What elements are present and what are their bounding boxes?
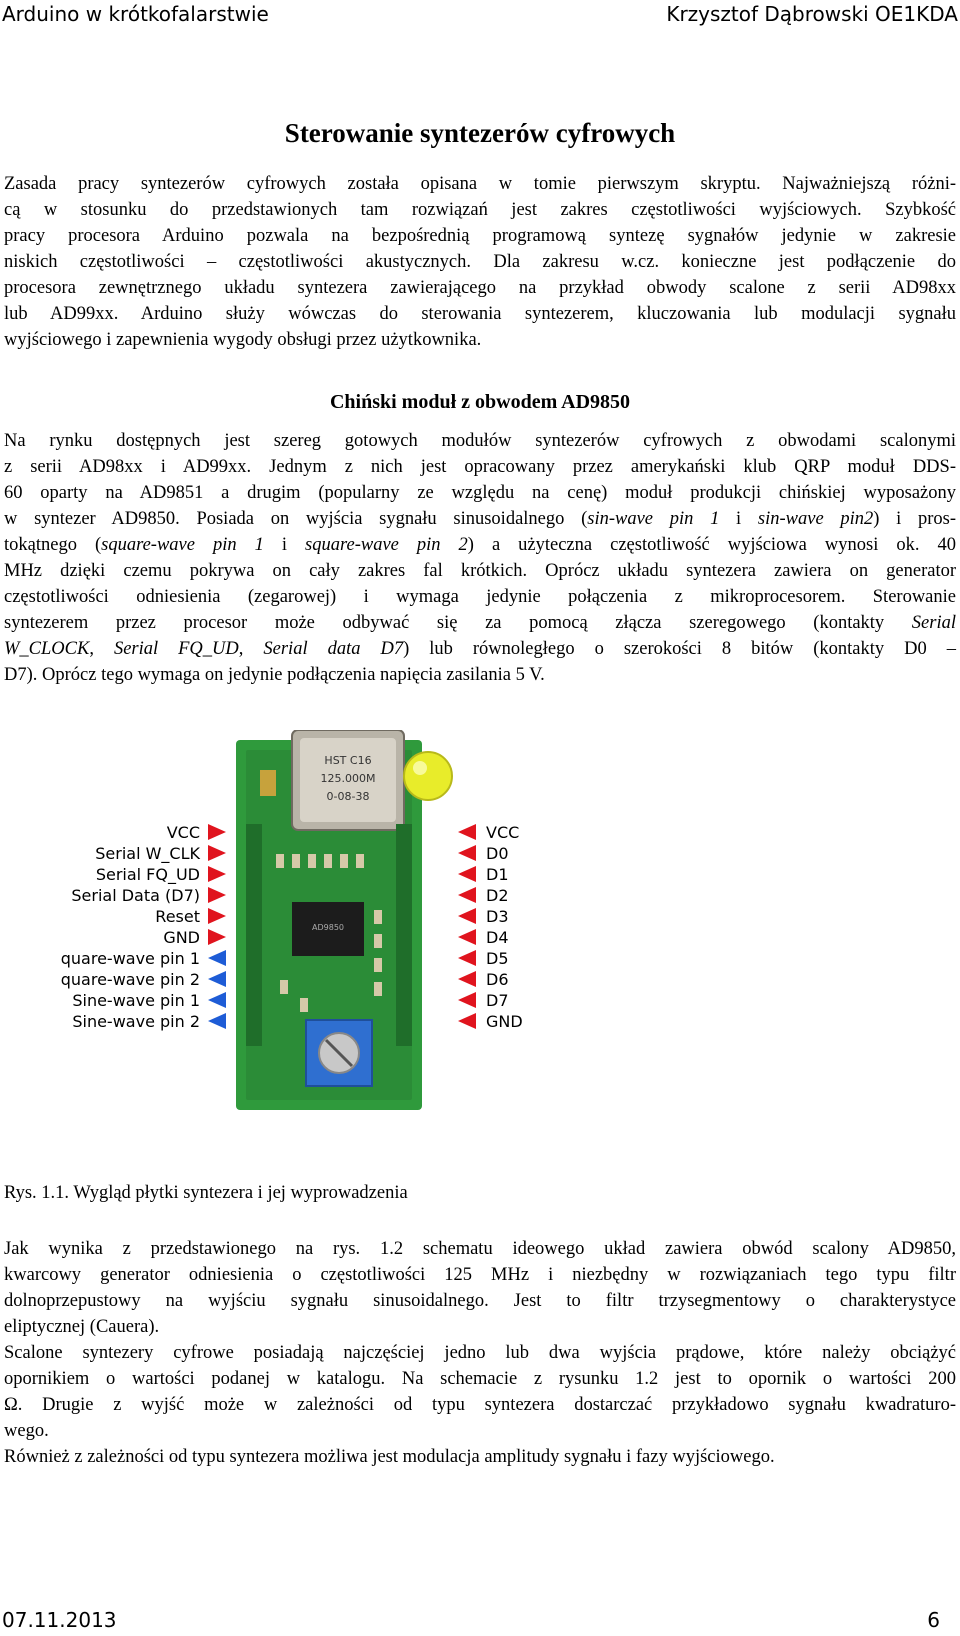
pin-label-right: D3 xyxy=(486,907,509,926)
module-figure xyxy=(60,730,560,1160)
text: ) a użyteczna częstotliwość wyjściowa wynosi ok. 40 xyxy=(467,535,956,555)
italic-term: square-wave pin 2 xyxy=(305,535,468,555)
module-line: 60 oparty na AD9851 a drugim (popularny ze względu na cenę) moduł produkcji chińskiej wyposażony xyxy=(4,483,956,503)
blue-arrow-icon xyxy=(208,992,226,1008)
capacitor-icon xyxy=(260,770,276,796)
italic-term: Serial data D7 xyxy=(263,639,404,659)
figure-caption: Rys. 1.1. Wygląd płytki syntezera i jej wyprowadzenia xyxy=(4,1183,408,1203)
pin-label-left: GND xyxy=(163,928,200,947)
pin-label-left: Serial Data (D7) xyxy=(71,886,200,905)
pin-label-left: Square-wave pin 2 xyxy=(60,970,200,989)
pin-label-right: D4 xyxy=(486,928,509,947)
italic-term: Serial FQ_UD xyxy=(113,639,239,659)
intro-line: wyjściowego i zapewnienia wygody obsługi przez użytkownika. xyxy=(4,330,482,350)
pin-label-left: Reset xyxy=(155,907,200,926)
after-line: eliptycznej (Cauera). xyxy=(4,1317,160,1337)
crystal-oscillator-icon xyxy=(292,730,404,830)
ad9850-chip-icon xyxy=(292,902,364,956)
crystal-text: 0-08-38 xyxy=(326,790,370,803)
potentiometer-icon xyxy=(306,1020,372,1086)
led-icon xyxy=(404,752,452,800)
red-arrow-icon xyxy=(458,887,476,903)
after-line: Jak wynika z przedstawionego na rys. 1.2 schematu ideowego układ zawiera obwód scalony AD9850, xyxy=(4,1239,956,1259)
red-arrow-icon xyxy=(208,824,226,840)
pin-header-right xyxy=(396,824,412,1046)
module-line: D7). Oprócz tego wymaga on jedynie podłączenia napięcia zasilania 5 V. xyxy=(4,665,545,685)
after-line: dolnoprzepustowy na wyjściu sygnału sinusoidalnego. Jest to filtr trzysegmentowy o charakterystyce xyxy=(4,1291,956,1311)
pin-label-right: VCC xyxy=(486,823,520,842)
red-arrow-icon xyxy=(208,845,226,861)
intro-line: pracy procesora Arduino pozwala na bezpośrednią programową syntezę sygnałów jedynie w zakresie xyxy=(4,226,956,246)
red-arrow-icon xyxy=(208,887,226,903)
red-arrow-icon xyxy=(458,992,476,1008)
intro-line: Zasada pracy syntezerów cyfrowych została opisana w tomie pierwszym skryptu. Najważniejszą różni- xyxy=(4,174,956,194)
pin-label-right: D5 xyxy=(486,949,509,968)
pin-header-left xyxy=(246,824,262,1046)
red-arrow-icon xyxy=(458,929,476,945)
left-pin-arrows xyxy=(208,824,226,1029)
module-line: Na rynku dostępnych jest szereg gotowych modułów syntezerów cyfrowych z obwodami scalonymi xyxy=(4,431,956,451)
module-line xyxy=(4,636,956,662)
pin-label-right: D0 xyxy=(486,844,509,863)
header-doc-title: Arduino w krótkofalarstwie xyxy=(2,2,269,26)
after-line: wego. xyxy=(4,1421,49,1441)
italic-term: sin-wave pin2 xyxy=(757,509,874,529)
module-line: MHz dzięki czemu pokrywa on cały zakres fal krótkich. Oprócz układu syntezera zawiera on generator xyxy=(4,561,956,581)
intro-line: procesora zewnętrznego układu syntezera zawierającego na przykład obwody scalone z serii AD98xx xyxy=(4,278,956,298)
red-arrow-icon xyxy=(208,929,226,945)
footer-page-number: 6 xyxy=(927,1608,940,1632)
left-pin-labels xyxy=(60,823,201,1031)
text: , xyxy=(89,639,114,659)
red-arrow-icon xyxy=(458,866,476,882)
module-line xyxy=(4,610,956,636)
after-line: Również z zależności od typu syntezera możliwa jest modulacja amplitudy sygnału i fazy wyjściowego. xyxy=(4,1447,775,1467)
module-paragraph xyxy=(4,428,956,688)
blue-arrow-icon xyxy=(208,1013,226,1029)
right-pin-labels xyxy=(486,823,523,1031)
pin-label-left: Square-wave pin 1 xyxy=(60,949,200,968)
text: syntezerem przez procesor może odbywać się za pomocą złącza szeregowego (kontakty xyxy=(4,613,912,633)
footer-date: 07.11.2013 xyxy=(2,1608,117,1632)
pin-label-left: VCC xyxy=(166,823,200,842)
section-heading: Chiński moduł z obwodem AD9850 xyxy=(329,391,631,413)
pin-label-right: D1 xyxy=(486,865,509,884)
board-illustration xyxy=(60,730,560,1160)
page-title: Sterowanie syntezerów cyfrowych xyxy=(284,118,676,148)
red-arrow-icon xyxy=(208,908,226,924)
italic-term: Serial xyxy=(911,613,956,633)
red-arrow-icon xyxy=(458,1013,476,1029)
text: ) i pros- xyxy=(873,509,957,529)
text: , xyxy=(238,639,264,659)
text: i xyxy=(263,535,306,555)
module-line: z serii AD98xx i AD99xx. Jednym z nich jest opracowany przez amerykański klub QRP moduł DDS- xyxy=(4,457,956,477)
intro-line: cą w stosunku do przedstawionych tam rozwiązań jest zakres częstotliwości wyjściowych. Szybkość xyxy=(4,200,956,220)
svg-text:AD9850: AD9850 xyxy=(312,923,344,932)
pin-label-right: GND xyxy=(486,1012,523,1031)
crystal-text: 125.000M xyxy=(320,772,376,785)
pin-label-left: Sine-wave pin 2 xyxy=(72,1012,200,1031)
module-line: częstotliwości odniesienia (zegarowej) i wymaga jedynie połączenia z mikroprocesorem. Sterowanie xyxy=(4,587,956,607)
text: ) lub równoległego o szerokości 8 bitów (kontakty D0 – xyxy=(403,639,957,659)
header-author: Krzysztof Dąbrowski OE1KDA xyxy=(666,2,958,26)
italic-term: sin-wave pin 1 xyxy=(587,509,720,529)
text: tokątnego ( xyxy=(4,535,102,555)
pin-label-right: D7 xyxy=(486,991,509,1010)
red-arrow-icon xyxy=(458,908,476,924)
red-arrow-icon xyxy=(458,971,476,987)
blue-arrow-icon xyxy=(208,971,226,987)
after-line: Scalone syntezery cyfrowe posiadają najczęściej jedno lub dwa wyjścia prądowe, które należy obciążyć xyxy=(4,1343,956,1363)
blue-arrow-icon xyxy=(208,950,226,966)
module-line xyxy=(4,506,956,532)
intro-line: lub AD99xx. Arduino służy wówczas do sterowania syntezerem, kluczowania lub modulacji sygnału xyxy=(4,304,956,324)
italic-term: square-wave pin 1 xyxy=(101,535,264,555)
pin-label-left: Serial FQ_UD xyxy=(95,865,200,884)
red-arrow-icon xyxy=(458,824,476,840)
module-line xyxy=(4,532,956,558)
red-arrow-icon xyxy=(458,845,476,861)
italic-term: W_CLOCK xyxy=(4,639,90,659)
after-line: opornikiem o wartości podanej w katalogu. Na schemacie z rysunku 1.2 jest to opornik o wartości 200 xyxy=(4,1369,956,1389)
red-arrow-icon xyxy=(208,866,226,882)
text: i xyxy=(719,509,758,529)
intro-paragraph xyxy=(4,171,956,353)
red-arrow-icon xyxy=(458,950,476,966)
pin-label-left: Sine-wave pin 1 xyxy=(72,991,200,1010)
after-paragraph xyxy=(4,1236,956,1470)
pin-label-left: Serial W_CLK xyxy=(95,844,200,863)
text: w syntezer AD9850. Posiada on wyjścia sygnału sinusoidalnego ( xyxy=(4,509,588,529)
intro-line: niskich częstotliwości – częstotliwości akustycznych. Dla zakresu w.cz. konieczne jest podłączenie do xyxy=(4,252,956,272)
pin-label-right: D6 xyxy=(486,970,509,989)
right-pin-arrows xyxy=(458,824,476,1029)
after-line: Ω. Drugie z wyjść może w zależności od typu syntezera dostarczać przykładowo sygnału kwadraturo- xyxy=(4,1395,956,1415)
crystal-text: HST C16 xyxy=(324,754,372,767)
pin-label-right: D2 xyxy=(486,886,509,905)
after-line: kwarcowy generator odniesienia o częstotliwości 125 MHz i niezbędny w rozwiązaniach tego typu filtr xyxy=(4,1265,956,1285)
